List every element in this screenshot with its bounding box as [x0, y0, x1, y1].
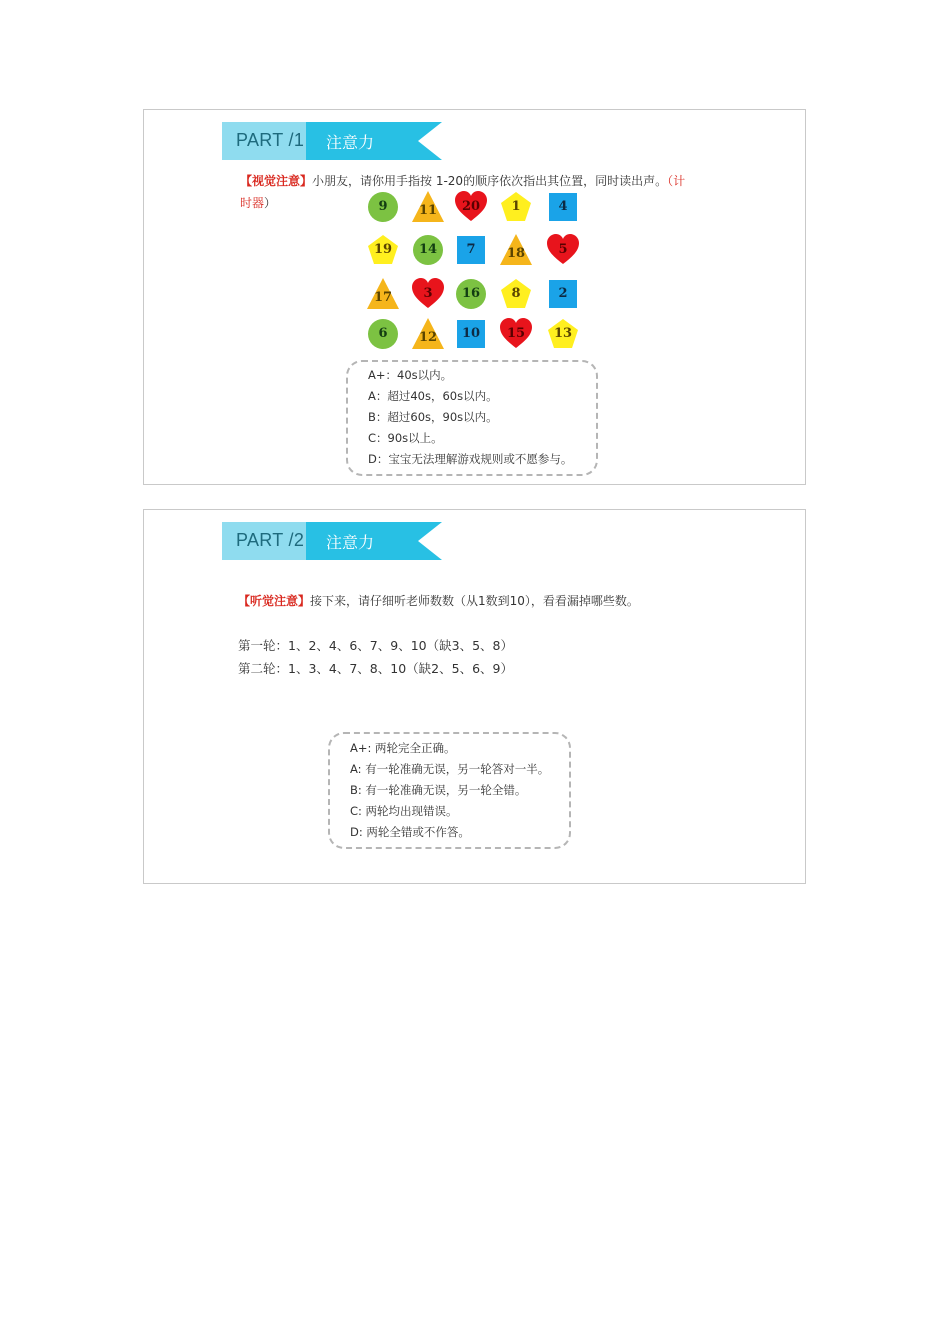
grade-item: B：超过60s，90s以内。 — [368, 410, 498, 424]
shape-number: 9 — [378, 199, 388, 214]
triangle-shape-17 — [366, 277, 400, 311]
grade-item: D：宝宝无法理解游戏规则或不愿参与。 — [368, 452, 573, 466]
shape-number: 5 — [558, 242, 568, 257]
triangle-shape-18 — [499, 233, 533, 267]
pentagon-shape-8 — [499, 277, 533, 311]
shape-number: 3 — [423, 286, 433, 301]
timer-note-open: （计 — [667, 174, 686, 188]
slide-part-2 — [143, 509, 806, 884]
grade-item: A：超过40s，60s以内。 — [368, 389, 498, 403]
heart-shape-3 — [411, 277, 445, 311]
grade-item: C：90s以上。 — [368, 431, 443, 445]
square-shape-10 — [454, 317, 488, 351]
shape-number: 17 — [373, 290, 393, 305]
section-title: 注意力 — [326, 533, 375, 552]
shape-number: 6 — [378, 326, 388, 341]
shape-number: 4 — [558, 199, 568, 214]
shape-number: 13 — [553, 326, 573, 341]
instruction-tag: 【听觉注意】 — [238, 594, 311, 608]
circle-shape-16 — [454, 277, 488, 311]
heart-shape-5 — [546, 233, 580, 267]
grade-item: C: 两轮均出现错误。 — [350, 804, 458, 818]
shape-number: 11 — [418, 203, 438, 218]
shape-number: 1 — [511, 199, 521, 214]
section-title: 注意力 — [326, 133, 375, 152]
shape-number: 7 — [466, 242, 476, 257]
heart-shape-15 — [499, 317, 533, 351]
instruction-body: 小朋友，请你用手指按 1-20的顺序依次指出其位置，同时读出声。 — [312, 174, 668, 188]
grade-item: D: 两轮全错或不作答。 — [350, 825, 470, 839]
shape-number: 19 — [373, 242, 393, 257]
shape-number: 2 — [558, 286, 568, 301]
triangle-shape-12 — [411, 317, 445, 351]
round-item: 第二轮：1、3、4、7、8、10（缺2、5、6、9） — [238, 661, 513, 676]
shape-number: 10 — [461, 326, 481, 341]
grade-item: A+: 两轮完全正确。 — [350, 741, 456, 755]
round-item: 第一轮：1、2、4、6、7、9、10（缺3、5、8） — [238, 638, 513, 653]
shape-number: 18 — [506, 246, 526, 261]
pentagon-shape-19 — [366, 233, 400, 267]
grading-box — [328, 732, 571, 849]
grading-box — [346, 360, 598, 476]
timer-note: 时器 — [240, 196, 265, 210]
circle-shape-6 — [366, 317, 400, 351]
slide-part-1 — [143, 109, 806, 485]
shape-number: 20 — [461, 199, 481, 214]
triangle-shape-11 — [411, 190, 445, 224]
shape-number: 14 — [418, 242, 438, 257]
shape-number: 16 — [461, 286, 481, 301]
square-shape-2 — [546, 277, 580, 311]
shape-number: 12 — [418, 330, 438, 345]
grade-item: A: 有一轮准确无误，另一轮答对一半。 — [350, 762, 550, 776]
part-label: PART /1 — [236, 130, 305, 150]
shape-number: 15 — [506, 326, 526, 341]
instruction-text — [238, 590, 758, 612]
pentagon-shape-13 — [546, 317, 580, 351]
grade-item: A+：40s以内。 — [368, 368, 453, 382]
timer-note-close: ） — [264, 196, 277, 210]
grade-item: B: 有一轮准确无误，另一轮全错。 — [350, 783, 527, 797]
rounds-list — [238, 634, 513, 680]
part-label: PART /2 — [236, 530, 305, 550]
circle-shape-9 — [366, 190, 400, 224]
square-shape-7 — [454, 233, 488, 267]
pentagon-shape-1 — [499, 190, 533, 224]
instruction-body: 接下来，请仔细听老师数数（从1数到10），看看漏掉哪些数。 — [310, 594, 639, 608]
section-banner — [222, 522, 442, 560]
square-shape-4 — [546, 190, 580, 224]
heart-shape-20 — [454, 190, 488, 224]
circle-shape-14 — [411, 233, 445, 267]
section-banner — [222, 122, 442, 160]
instruction-tag: 【视觉注意】 — [240, 174, 313, 188]
shape-number: 8 — [511, 286, 521, 301]
